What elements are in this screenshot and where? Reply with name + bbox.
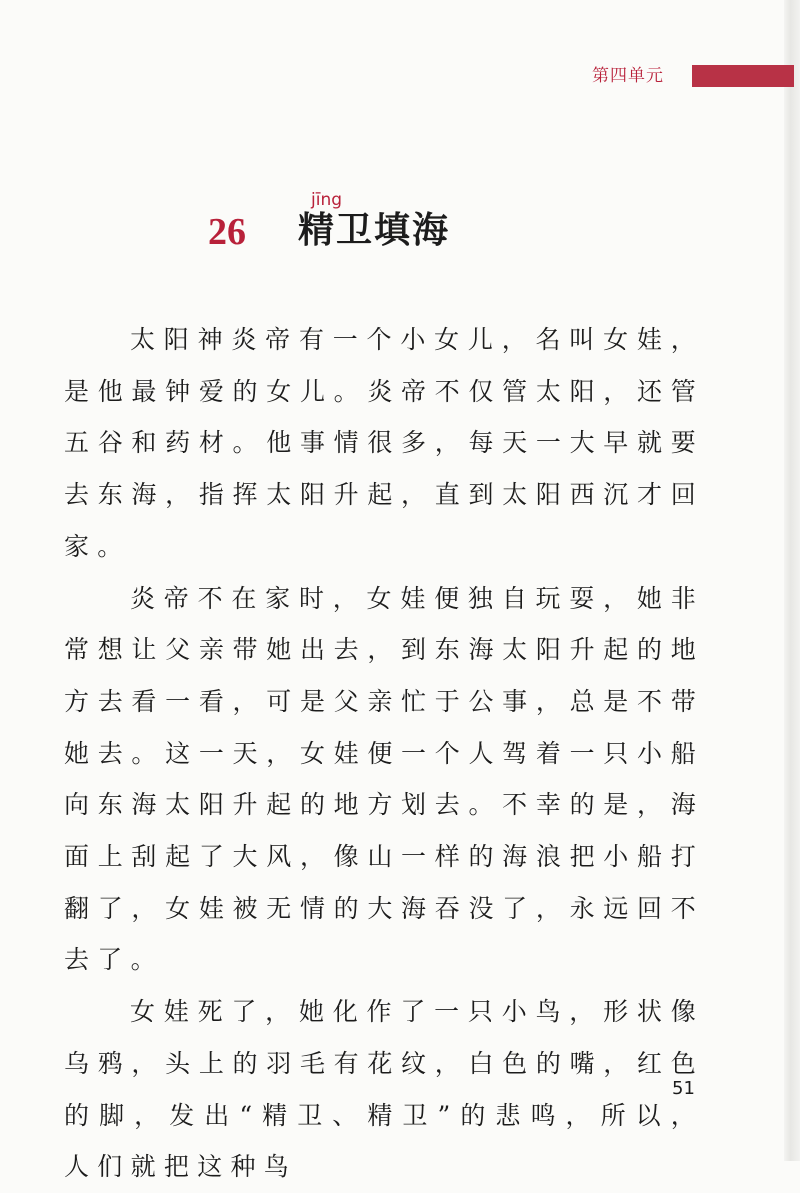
paragraph-3: 女娃死了，她化作了一只小鸟，形状像乌鸦，头上的羽毛有花纹，白色的嘴，红色的脚，发出“精卫、精卫”的悲鸣，所以，人们就把这种鸟 [64,997,704,1182]
page-edge [784,0,800,1161]
page-number: 51 [672,1078,695,1099]
unit-color-bar [692,65,794,87]
unit-header [584,62,794,90]
story-body [64,314,704,1193]
lesson-number: 26 [208,211,246,253]
pinyin-annotation: jīng [311,190,343,210]
lesson-heading [0,190,800,270]
unit-label: 第四单元 [592,66,664,86]
lesson-title: 精卫填海 [298,209,451,251]
paragraph-1: 太阳神炎帝有一个小女儿，名叫女娃，是他最钟爱的女儿。炎帝不仅管太阳，还管五谷和药材。他事情很多，每天一大早就要去东海，指挥太阳升起，直到太阳西沉才回家。 [64,325,704,561]
paragraph-2: 炎帝不在家时，女娃便独自玩耍，她非常想让父亲带她出去，到东海太阳升起的地方去看一看，可是父亲忙于公事，总是不带她去。这一天，女娃便一个人驾着一只小船向东海太阳升起的地方划去。不幸的是，海面上刮起了大风，像山一样的海浪把小船打翻了，女娃被无情的大海吞没了，永远回不去了。 [64,583,704,975]
